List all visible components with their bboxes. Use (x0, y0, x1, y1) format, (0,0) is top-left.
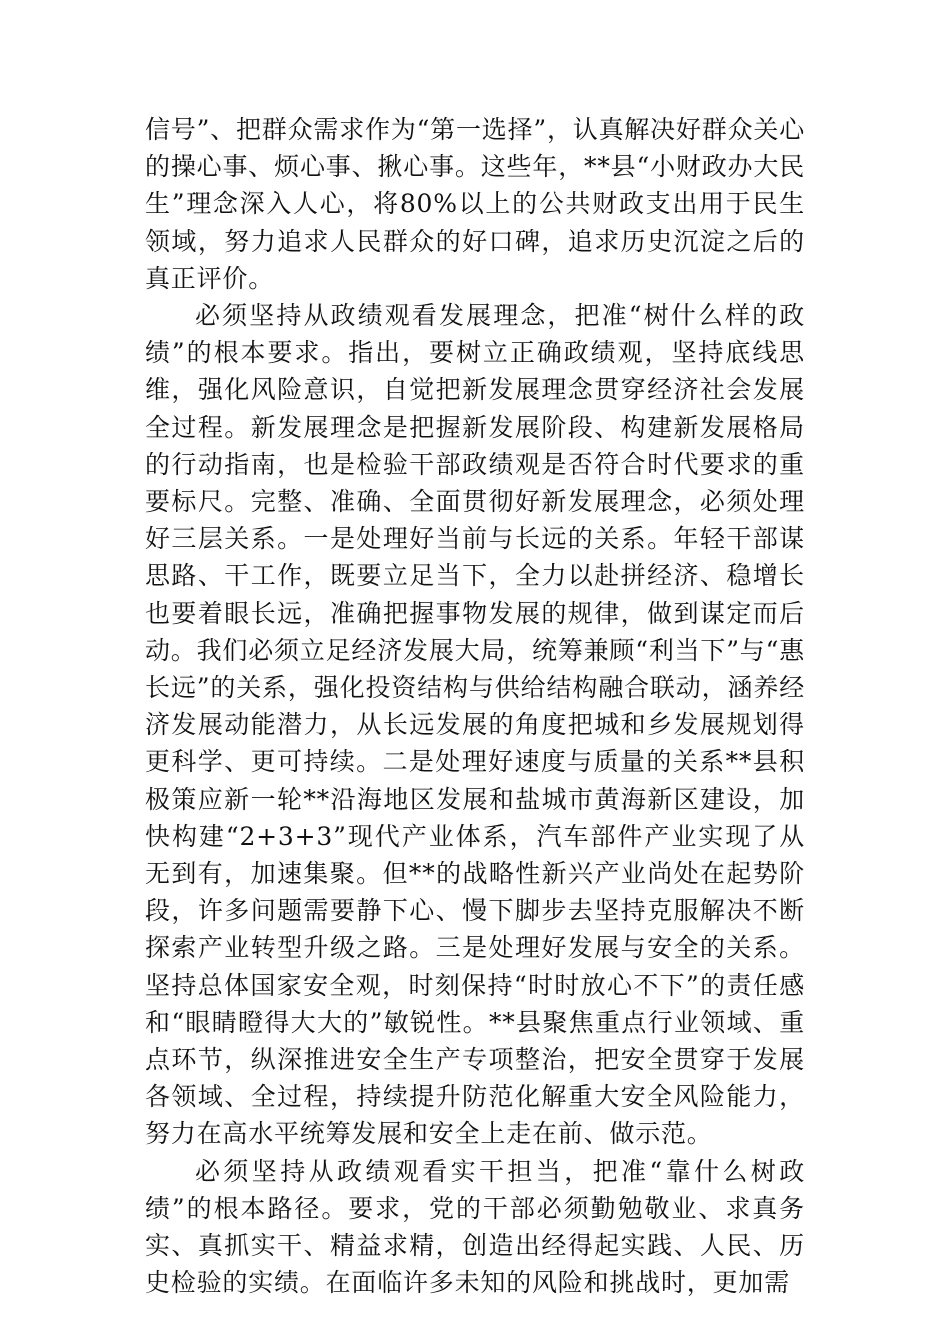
document-body (145, 111, 805, 1302)
paragraph-3: 必须坚持从政绩观看实干担当，把准“靠什么树政绩”的根本路径。要求，党的干部必须勤勉敬业、求真务实、真抓实干、精益求精，创造出经得起实践、人民、历史检验的实绩。在面临许多未知的风险和挑战时，更加需 (145, 1156, 805, 1298)
paragraph-2: 必须坚持从政绩观看发展理念，把准“树什么样的政绩”的根本要求。指出，要树立正确政绩观，坚持底线思维，强化风险意识，自觉把新发展理念贯穿经济社会发展全过程。新发展理念是把握新发展阶段、构建新发展格局的行动指南，也是检验干部政绩观是否符合时代要求的重要标尺。完整、准确、全面贯彻好新发展理念，必须处理好三层关系。一是处理好当前与长远的关系。年轻干部谋思路、干工作，既要立足当下，全力以赴拼经济、稳增长也要着眼长远，准确把握事物发展的规律，做到谋定而后动。我们必须立足经济发展大局，统筹兼顾“利当下”与“惠长远”的关系，强化投资结构与供给结构融合联动，涵养经济发展动能潜力，从长远发展的角度把城和乡发展规划得更科学、更可持续。二是处理好速度与质量的关系**县积极策应新一轮**沿海地区发展和盐城市黄海新区建设，加快构建“2+3+3”现代产业体系，汽车部件产业实现了从无到有，加速集聚。但**的战略性新兴产业尚处在起势阶段，许多问题需要静下心、慢下脚步去坚持克服解决不断探索产业转型升级之路。三是处理好发展与安全的关系。坚持总体国家安全观，时刻保持“时时放心不下”的责任感和“眼睛瞪得大大的”敏锐性。**县聚焦重点行业领域、重点环节，纵深推进安全生产专项整治，把安全贯穿于发展各领域、全过程，持续提升防范化解重大安全风险能力，努力在高水平统筹发展和安全上走在前、做示范。 (145, 301, 805, 1149)
paragraph-1: 信号”、把群众需求作为“第一选择”，认真解决好群众关心的操心事、烦心事、揪心事。这些年，**县“小财政办大民生”理念深入人心，将80%以上的公共财政支出用于民生领域，努力追求人民群众的好口碑，追求历史沉淀之后的真正评价。 (145, 115, 805, 293)
